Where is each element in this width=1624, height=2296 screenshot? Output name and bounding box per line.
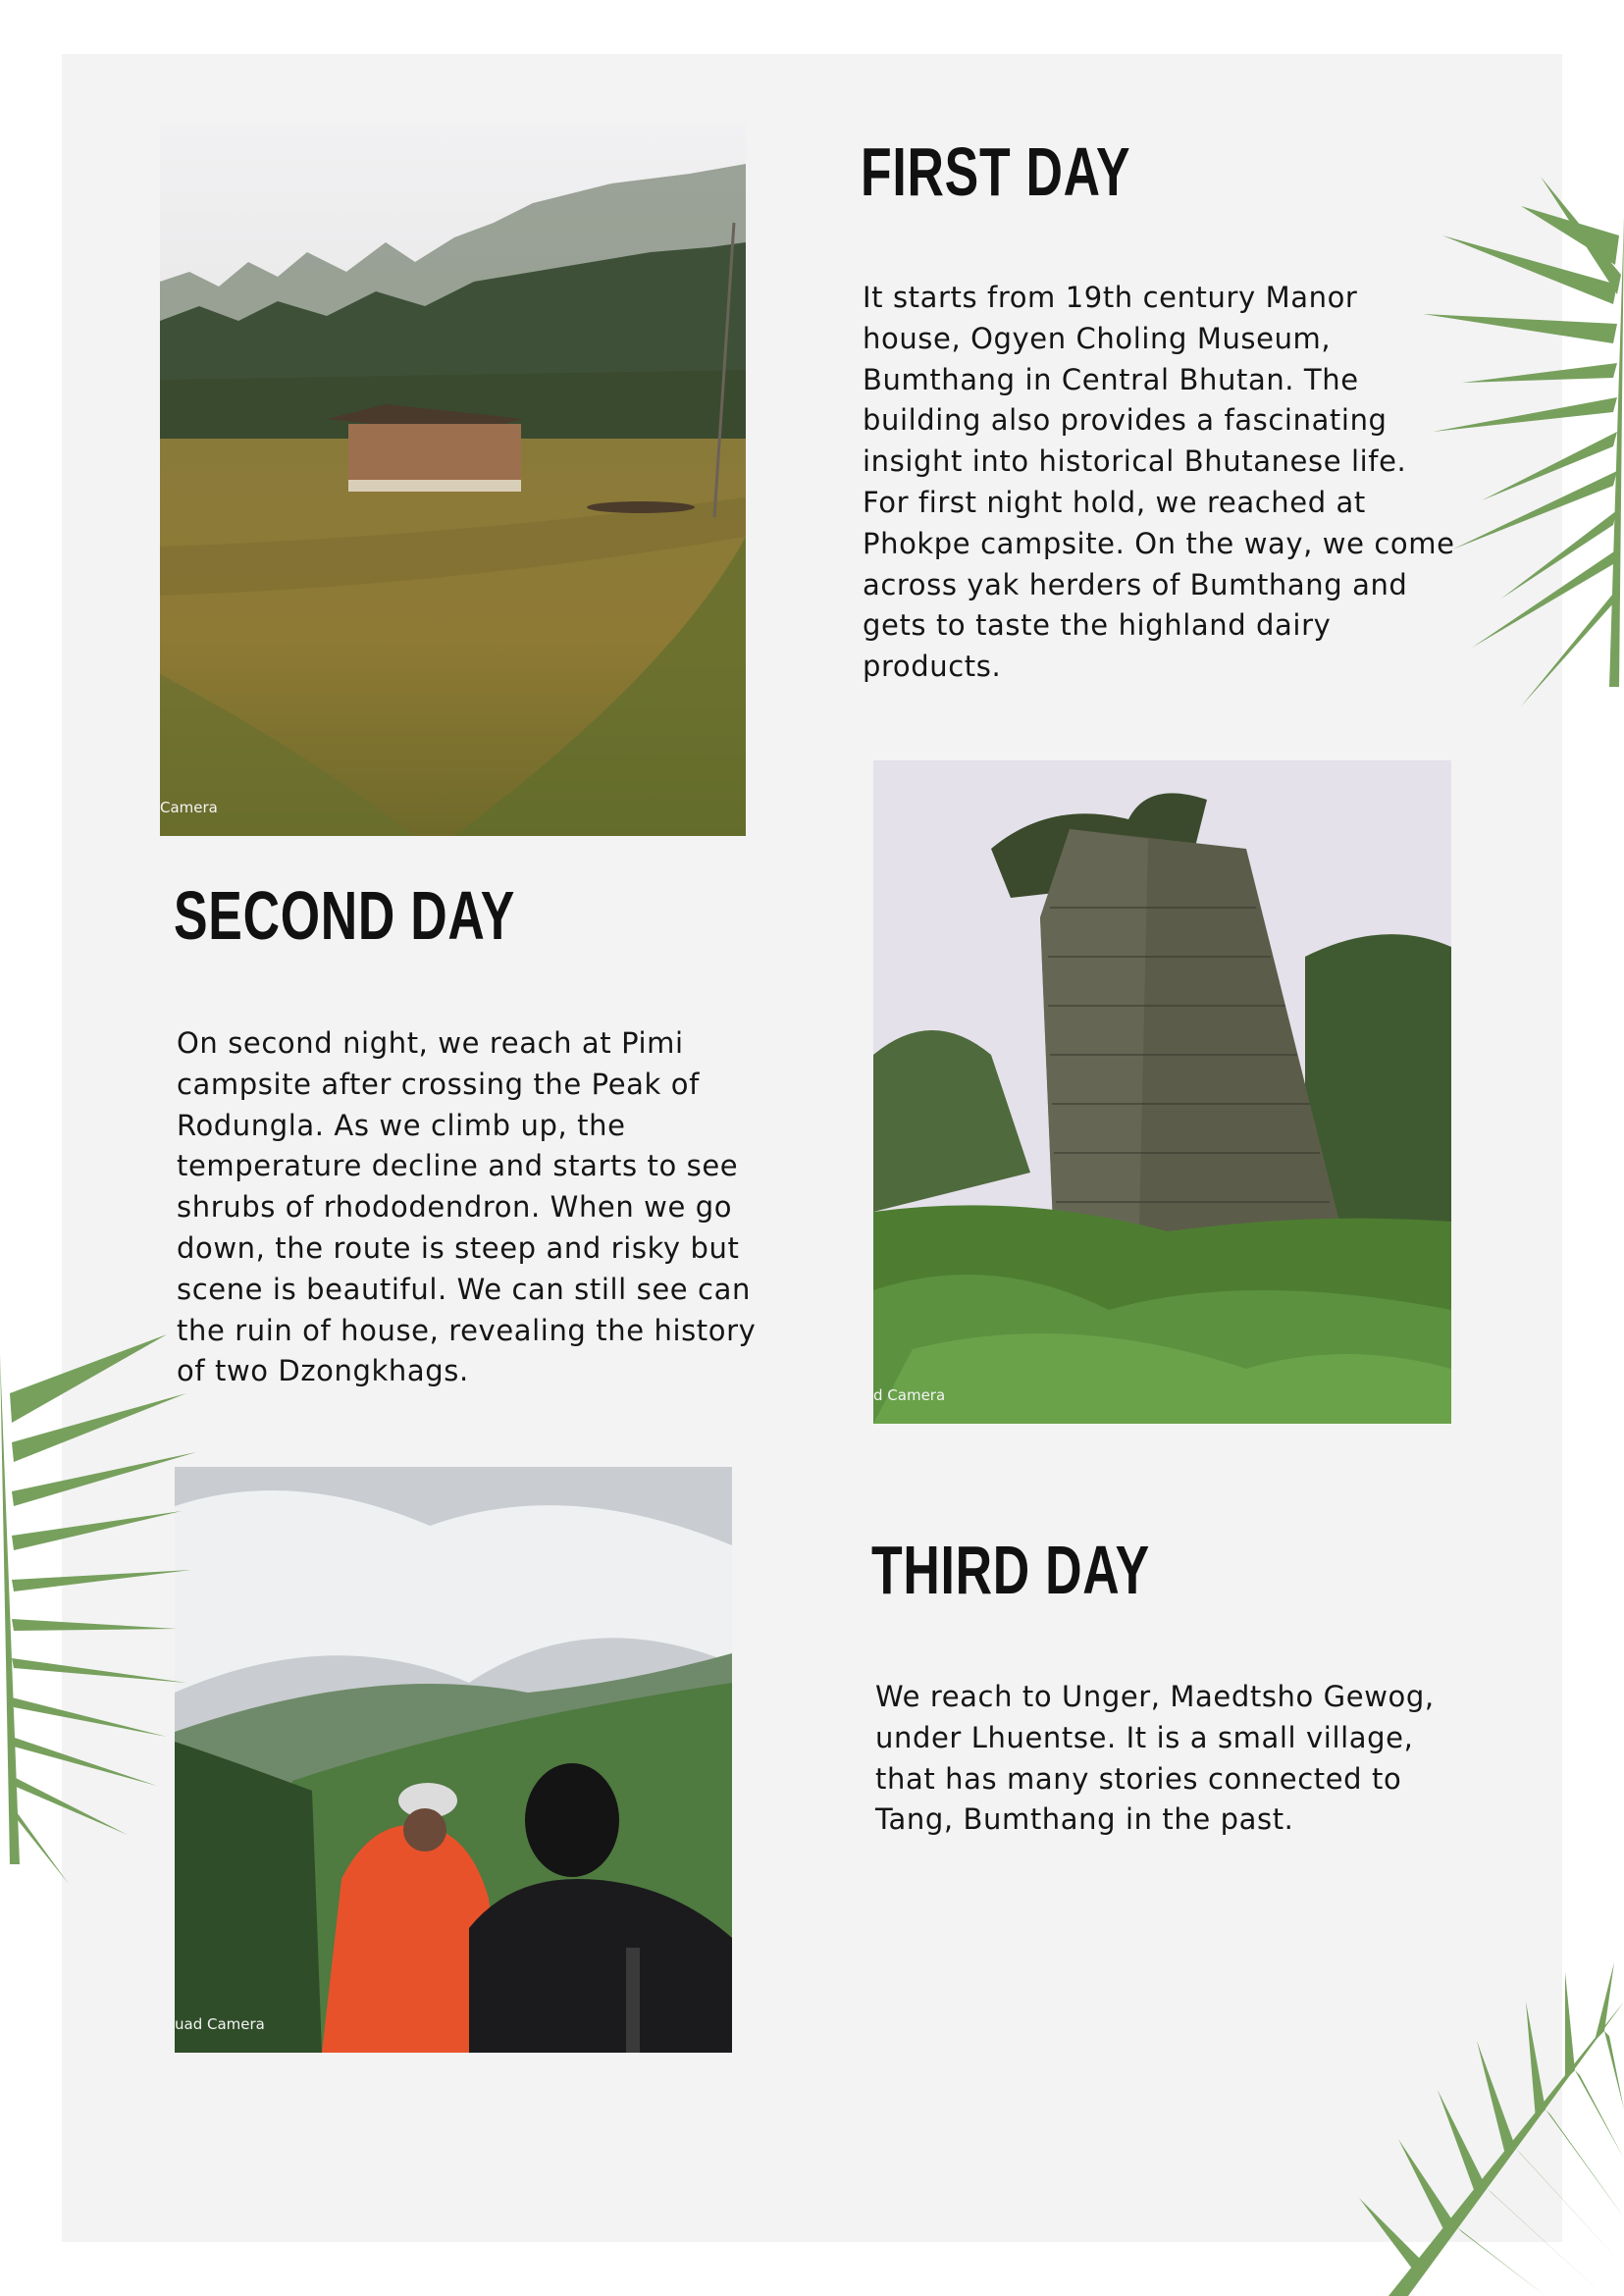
photo-watermark: Camera — [160, 799, 218, 816]
palm-leaf-decoration-top-right — [1423, 177, 1624, 726]
palm-leaf-decoration-bottom-right — [1330, 1962, 1624, 2296]
first-day-heading: FIRST DAY — [861, 133, 1131, 210]
second-day-text: On second night, we reach at Pimi campsite after crossing the Peak of Rodungla. As we climb up, the temperature decline and starts to see shrubs of rhododendron. When we go down, the route is steep and risky but scene is beautiful. We can still see can the ruin of house, revealing the history of two Dzongkhags. — [177, 1026, 757, 1388]
first-day-text: It starts from 19th century Manor house, Ogyen Choling Museum, Bumthang in Central Bhutan. The building also provides a fascinating insight into historical Bhutanese life. For first night hold, we reached at Phokpe campsite. On the way, we come across yak herders of Bumthang and gets to taste the highland dairy products. — [863, 281, 1455, 684]
photo-stone-ruin — [873, 760, 1451, 1424]
photo-watermark: d Camera — [873, 1386, 946, 1404]
palm-leaf-decoration-left — [0, 1334, 196, 1884]
third-day-text: We reach to Unger, Maedtsho Gewog, under Lhuentse. It is a small village, that has many stories connected to Tang, Bumthang in the past. — [875, 1680, 1435, 1837]
photo-hikers-valley — [175, 1467, 732, 2053]
second-day-heading: SECOND DAY — [174, 877, 516, 954]
photo-watermark: uad Camera — [175, 2015, 265, 2033]
photo-meadow-hut — [160, 125, 746, 836]
third-day-heading: THIRD DAY — [871, 1532, 1150, 1608]
